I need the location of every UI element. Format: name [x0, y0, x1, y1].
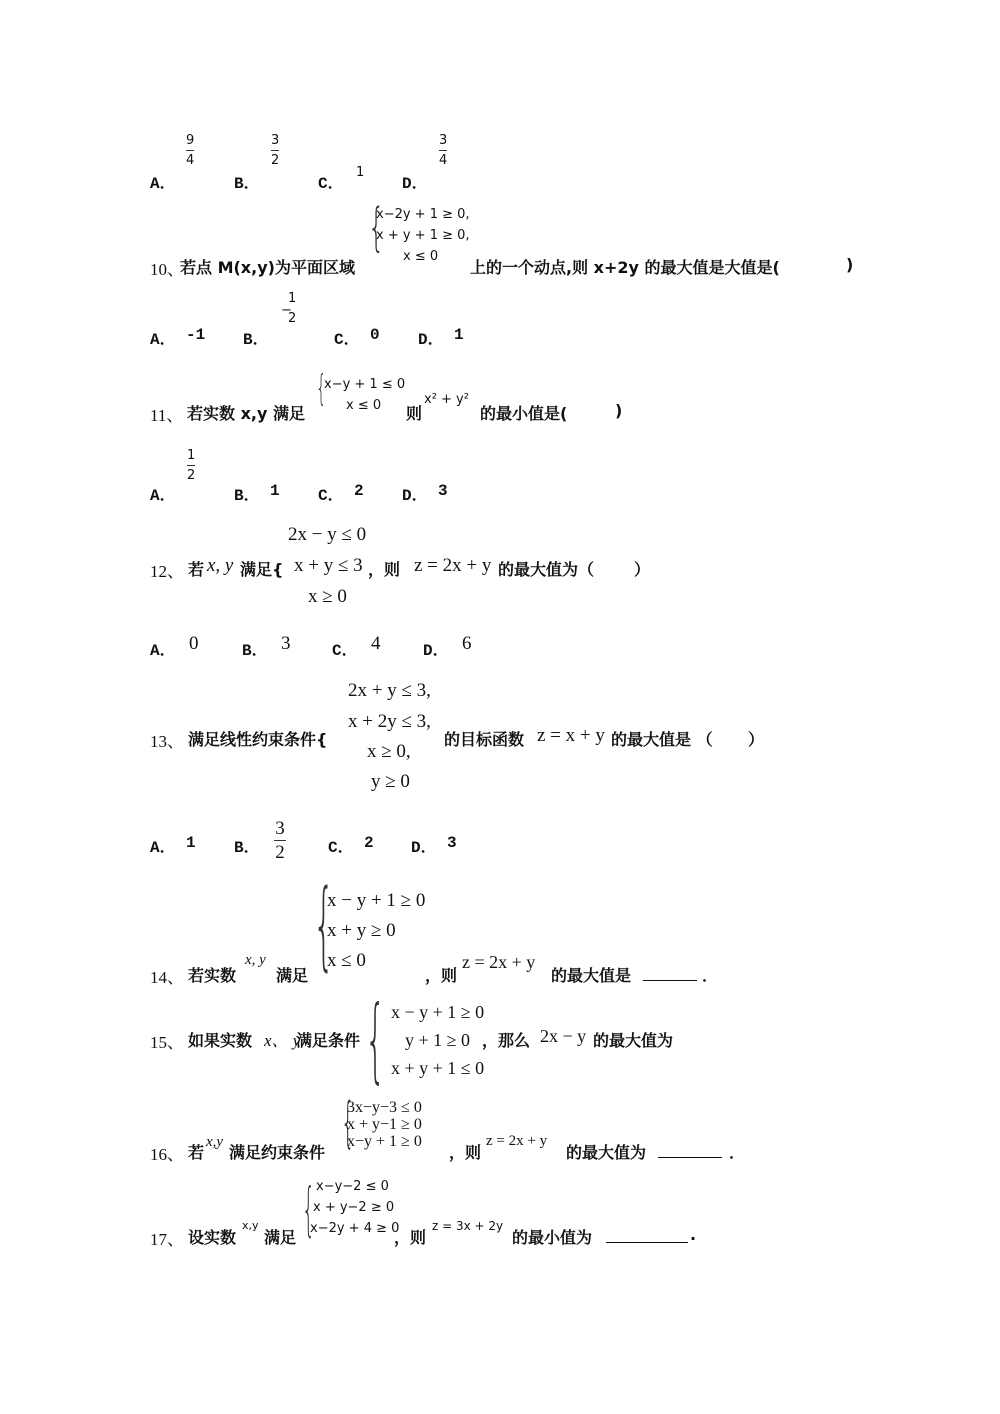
constraint-system: x−2y + 1 ≥ 0, x + y + 1 ≥ 0, x ≤ 0: [376, 207, 470, 264]
fraction: 3 2: [271, 133, 280, 168]
constraint-system: x − y + 1 ≥ 0 x + y ≥ 0 x ≤ 0: [327, 890, 426, 971]
left-brace: {: [365, 986, 386, 1093]
left-brace: {: [368, 198, 385, 258]
fraction: 9 4: [186, 133, 195, 168]
constraint-system: x−y + 1 ≤ 0 x ≤ 0: [324, 377, 406, 413]
answer-blank[interactable]: [658, 1143, 722, 1158]
fraction: 1 2: [288, 291, 297, 326]
left-brace: {: [316, 368, 327, 409]
constraint-system: 3x−y−3 ≤ 0 x + y−1 ≥ 0 x−y + 1 ≥ 0: [347, 1099, 422, 1150]
left-brace: {: [313, 869, 335, 981]
constraint-system: x−y−2 ≤ 0 x + y−2 ≥ 0 x−2y + 4 ≥ 0: [310, 1179, 400, 1236]
answer-blank[interactable]: [606, 1228, 688, 1243]
left-brace: {: [341, 1091, 355, 1154]
answer-blank[interactable]: [643, 966, 697, 981]
fraction: 3 2: [275, 818, 285, 863]
fraction: 1 2: [187, 448, 196, 483]
fraction: 3 4: [439, 133, 448, 168]
left-brace: {: [302, 1175, 315, 1243]
constraint-system: x − y + 1 ≥ 0 y + 1 ≥ 0 x + y + 1 ≤ 0: [391, 1002, 485, 1078]
